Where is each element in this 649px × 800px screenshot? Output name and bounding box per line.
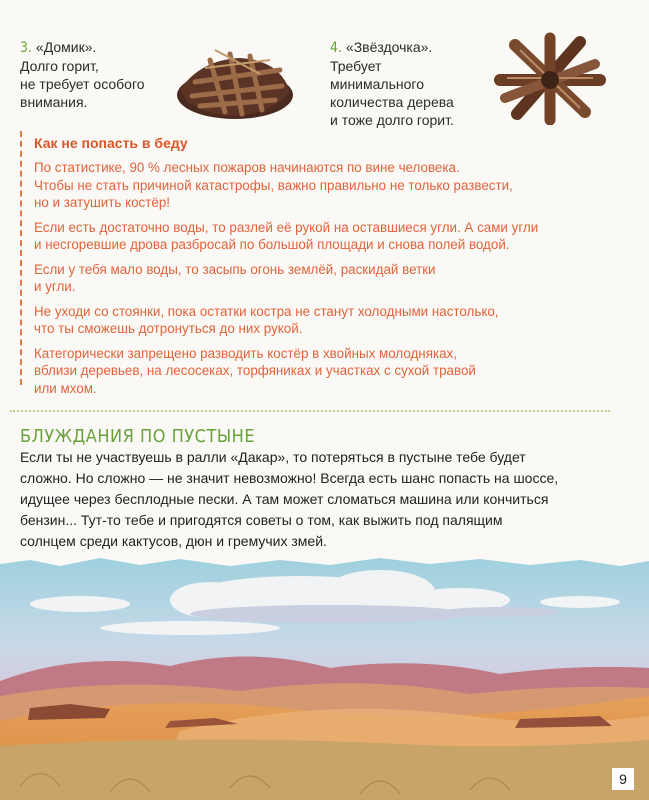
section-body bbox=[20, 447, 620, 552]
page-number: 9 bbox=[612, 768, 634, 790]
fire-type-star bbox=[330, 38, 454, 129]
fire-line: минимального bbox=[330, 76, 424, 92]
warning-line: Если у тебя мало воды, то засыпь огонь землёй, раскидай ветки bbox=[34, 261, 436, 277]
body-line: солнцем среди кактусов, дюн и гремучих змей. bbox=[20, 533, 327, 549]
warning-line: вблизи деревьев, на лесосеках, торфяниках и участках с сухой травой bbox=[34, 363, 476, 378]
section-title: БЛУЖДАНИЯ ПО ПУСТЫНЕ bbox=[20, 426, 256, 447]
fire-number: 4. bbox=[330, 40, 343, 56]
log-cabin-campfire-icon bbox=[170, 30, 300, 125]
desert-landscape-illustration bbox=[0, 556, 649, 800]
warning-line: Категорически запрещено разводить костёр в хвойных молодняках, bbox=[34, 345, 457, 361]
fire-line: не требует особого bbox=[20, 76, 145, 92]
warning-paragraph bbox=[34, 159, 542, 212]
warning-line: но и затушить костёр! bbox=[34, 195, 170, 210]
warning-title: Как не попасть в беду bbox=[34, 135, 188, 151]
body-line: Если ты не участвуешь в ралли «Дакар», то потеряться в пустыне тебе будет bbox=[20, 449, 526, 465]
fire-number: 3. bbox=[20, 40, 33, 56]
fire-line: внимания. bbox=[20, 94, 88, 110]
fire-line: «Домик». bbox=[35, 39, 97, 55]
warning-box bbox=[20, 131, 542, 396]
warning-paragraph bbox=[34, 261, 542, 296]
fire-line: и тоже долго горит. bbox=[330, 112, 454, 128]
fire-line: Долго горит, bbox=[20, 58, 99, 74]
body-line: идущее через бесплодные пески. А там может сломаться машина или кончиться bbox=[20, 491, 549, 507]
warning-line: По статистике, 90 % лесных пожаров начинаются по вине человека. bbox=[34, 160, 460, 175]
warning-line: или мхом. bbox=[34, 380, 97, 396]
body-line: бензин... Тут-то тебе и пригодятся советы о том, как выжить под палящим bbox=[20, 512, 503, 528]
fire-type-house bbox=[20, 38, 145, 111]
fire-line: Требует bbox=[330, 58, 382, 74]
fire-line: «Звёздочка». bbox=[345, 39, 433, 55]
warning-line: Не уходи со стоянки, пока остатки костра не станут холодными настолько, bbox=[34, 303, 499, 319]
warning-line: что ты сможешь дотронуться до них рукой. bbox=[34, 321, 303, 336]
warning-line: и угли. bbox=[34, 279, 76, 294]
warning-paragraph bbox=[34, 303, 542, 338]
warning-line: и несгоревшие дрова разбросай по большой площади и снова полей водой. bbox=[34, 237, 510, 252]
star-campfire-icon bbox=[485, 30, 615, 125]
warning-line: Если есть достаточно воды, то разлей её рукой на оставшиеся угли. А сами угли bbox=[34, 219, 539, 235]
warning-line: Чтобы не стать причиной катастрофы, важно правильно не только развести, bbox=[34, 177, 513, 193]
warning-paragraph bbox=[34, 219, 542, 254]
warning-paragraph bbox=[34, 345, 542, 398]
body-line: сложно. Но сложно — не значит невозможно! Всегда есть шанс попасть на шоссе, bbox=[20, 470, 559, 486]
fire-line: количества дерева bbox=[330, 94, 454, 110]
section-divider bbox=[10, 410, 610, 412]
